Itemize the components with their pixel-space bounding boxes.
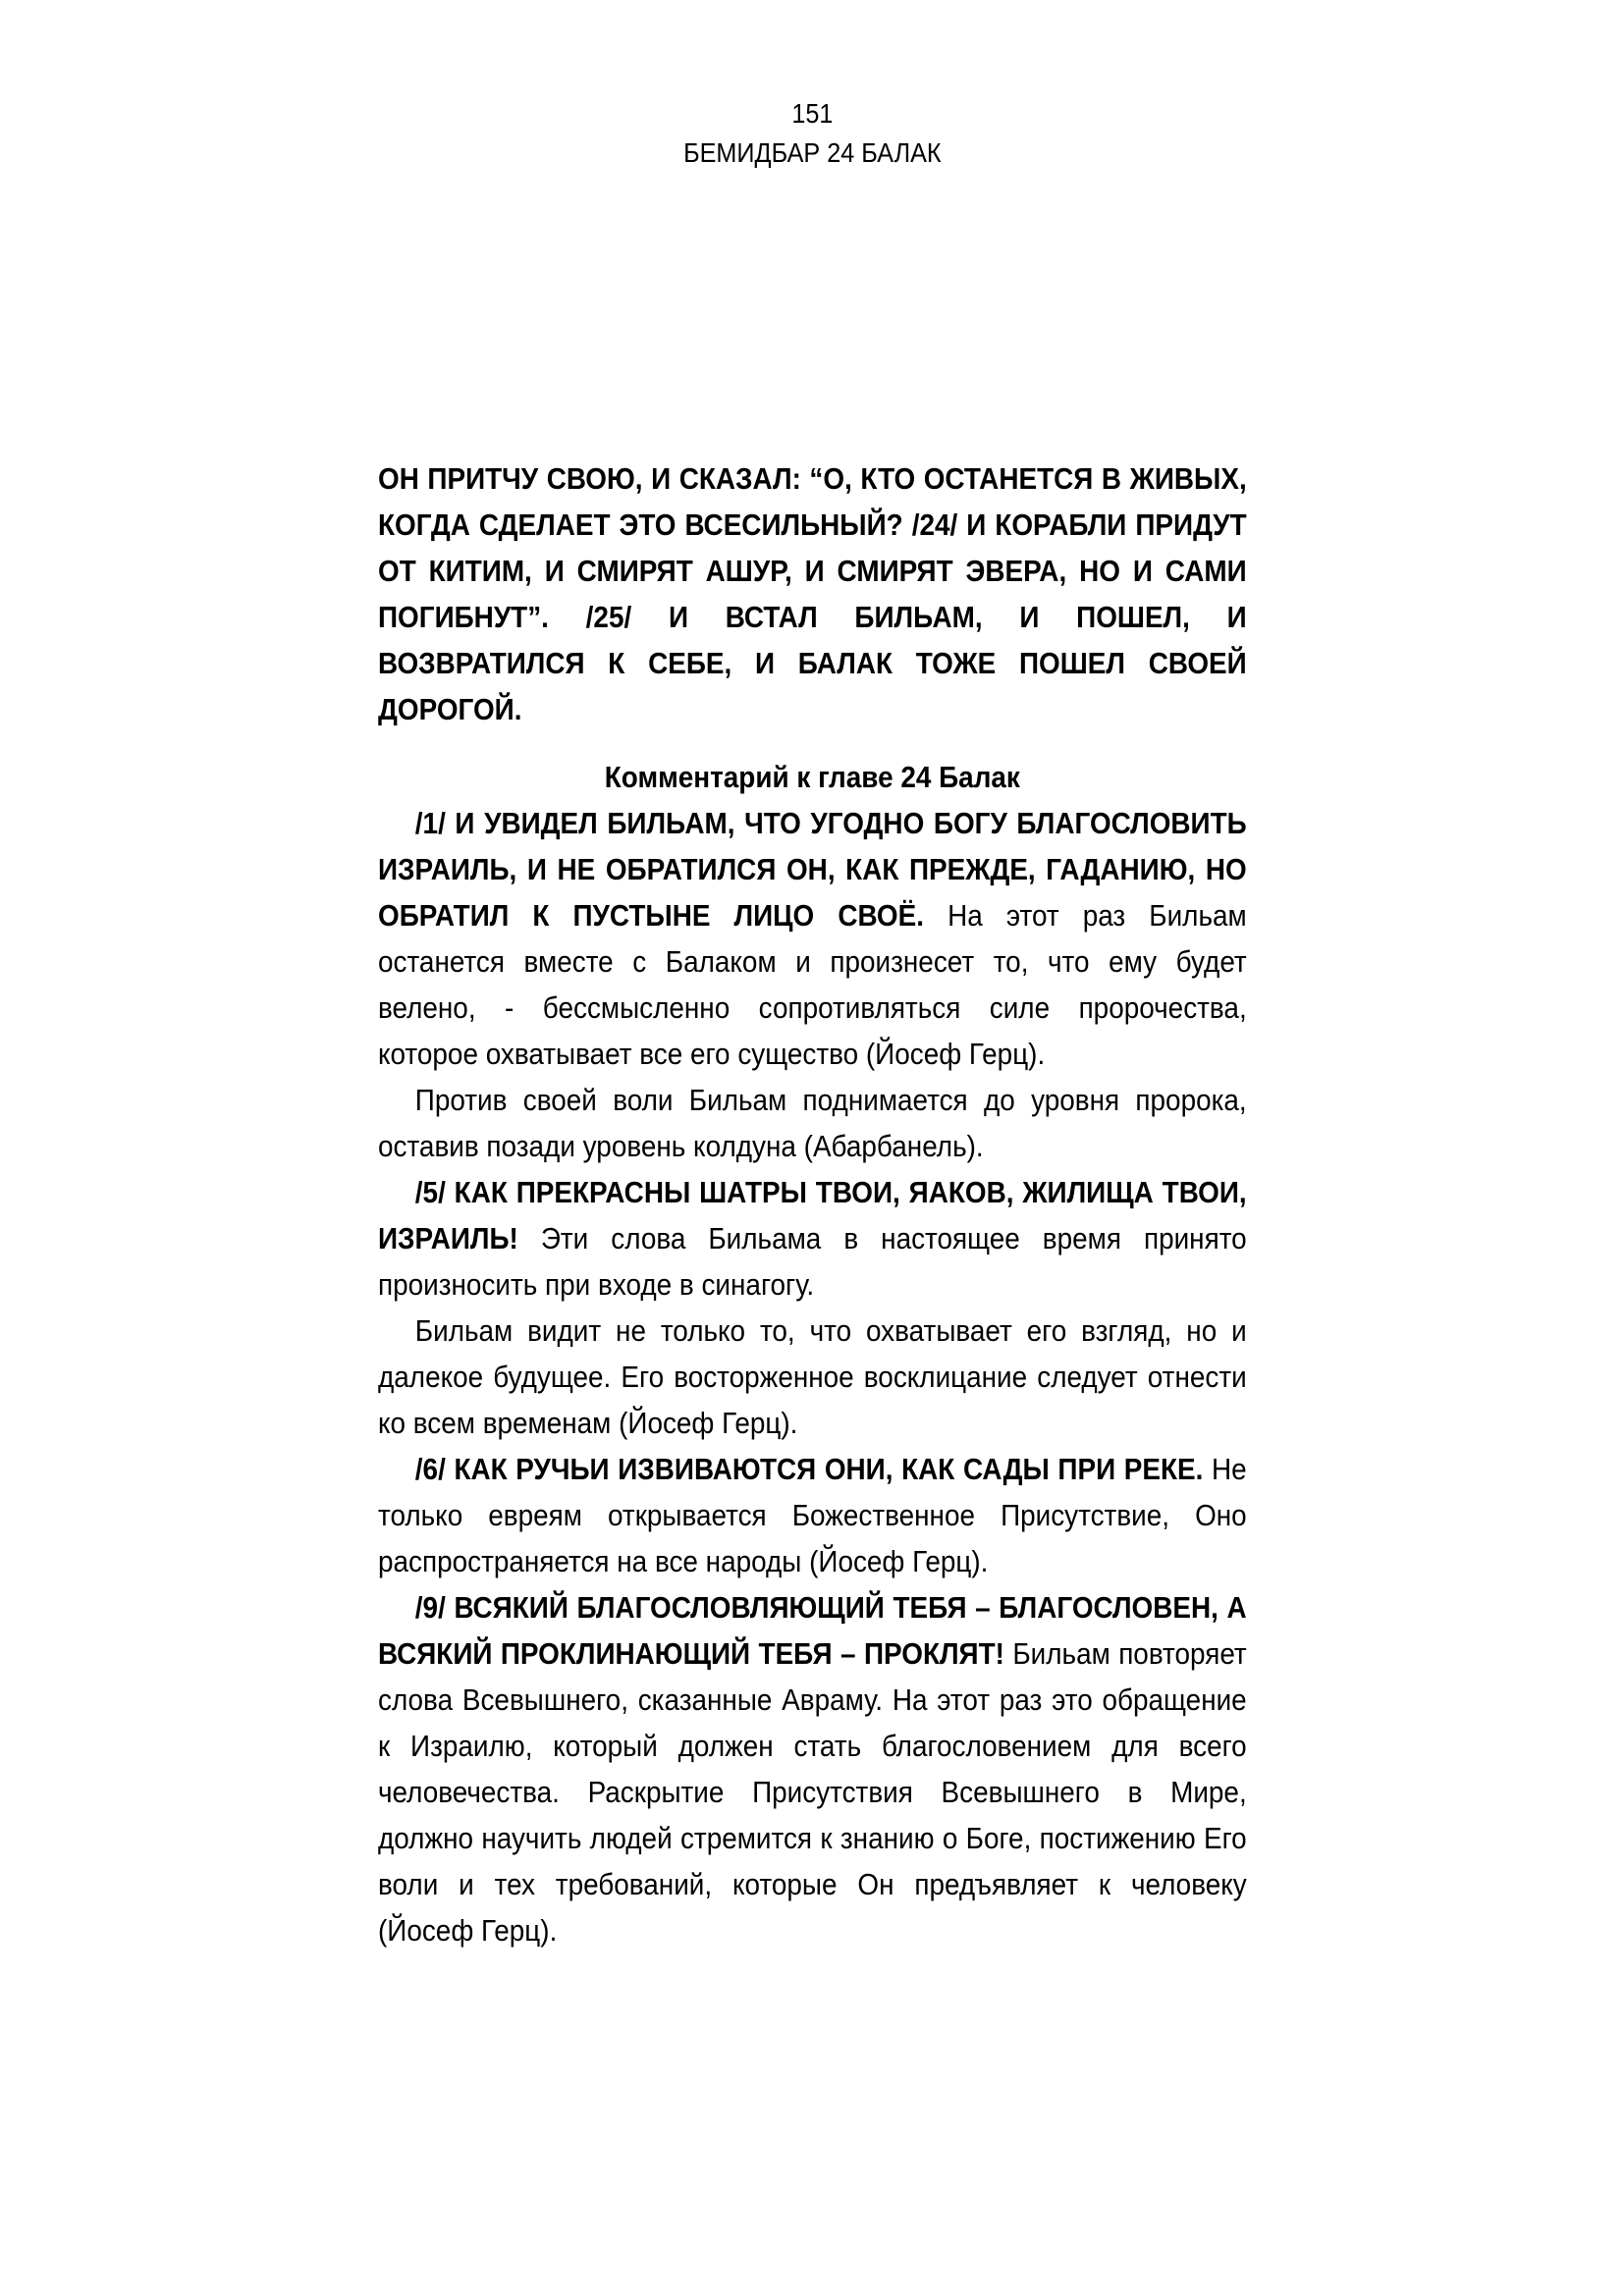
commentary-text: Бильам повторяет слова Всевышнего, сказанные Авраму. На этот раз это обращение к Израилю, который должен стать благословением для всего человечества. Раскрытие Присутствия Всевышнего в Мире, должно научить людей стремится к знанию о Боге, постижению Его воли и тех требований, которые Он предъявляет к человеку (Йосеф Герц). — [378, 1636, 1247, 1948]
commentary-paragraph-6 — [378, 1584, 1247, 1953]
verse-lead-bold: /1/ И УВИДЕЛ БИЛЬАМ, ЧТО УГОДНО БОГУ БЛАГОСЛОВИТЬ ИЗРАИЛЬ, И НЕ ОБРАТИЛСЯ ОН, КАК ПРЕЖДЕ, ГАДАНИЮ, НО ОБРАТИЛ К ПУСТЫНЕ ЛИЦО СВОЁ. — [378, 806, 1247, 933]
commentary-text: Бильам видит не только то, что охватывает его взгляд, но и далекое будущее. Его восторженное восклицание следует отнести ко всем временам (Йосеф Герц). — [378, 1313, 1247, 1440]
page-number: 151 — [791, 98, 834, 129]
verse-lead-bold: /5/ КАК ПРЕКРАСНЫ ШАТРЫ ТВОИ, ЯАКОВ, ЖИЛИЩА ТВОИ, ИЗРАИЛЬ! — [378, 1175, 1247, 1255]
commentary-paragraph-1 — [378, 800, 1247, 1077]
commentary-text: Не только евреям открывается Божественное Присутствие, Оно распространяется на все народы (Йосеф Герц). — [378, 1452, 1247, 1578]
commentary-paragraph-5 — [378, 1446, 1247, 1584]
commentary-paragraph-2 — [378, 1077, 1247, 1169]
commentary-text: Против своей воли Бильам поднимается до уровня пророка, оставив позади уровень колдуна (Абарбанель). — [378, 1083, 1247, 1163]
commentary-heading: Комментарий к главе 24 Балак — [604, 760, 1020, 794]
commentary-paragraph-4 — [378, 1308, 1247, 1446]
commentary-paragraph-3 — [378, 1169, 1247, 1308]
torah-verse-continuation-paragraph: ОН ПРИТЧУ СВОЮ, И СКАЗАЛ: “О, КТО ОСТАНЕТСЯ В ЖИВЫХ, КОГДА СДЕЛАЕТ ЭТО ВСЕСИЛЬНЫЙ? /24/ И КОРАБЛИ ПРИДУТ ОТ КИТИМ, И СМИРЯТ АШУР, И СМИРЯТ ЭВЕРА, НО И САМИ ПОГИБНУТ”. /25/ И ВСТАЛ БИЛЬАМ, И ПОШЕЛ, И ВОЗВРАТИЛСЯ К СЕБЕ, И БАЛАК ТОЖЕ ПОШЕЛ СВОЕЙ ДОРОГОЙ. — [378, 461, 1247, 726]
verse-lead-bold: /6/ КАК РУЧЬИ ИЗВИВАЮТСЯ ОНИ, КАК САДЫ ПРИ РЕКЕ. — [414, 1452, 1204, 1486]
running-title: БЕМИДБАР 24 БАЛАК — [683, 137, 942, 168]
commentary-text: На этот раз Бильам останется вместе с Балаком и произнесет то, что ему будет велено, - бессмысленно сопротивляться силе пророчества, которое охватывает все его существо (Йосеф Герц). — [378, 898, 1247, 1071]
verse-lead-bold: /9/ ВСЯКИЙ БЛАГОСЛОВЛЯЮЩИЙ ТЕБЯ – БЛАГОСЛОВЕН, А ВСЯКИЙ ПРОКЛИНАЮЩИЙ ТЕБЯ – ПРОКЛЯТ! — [378, 1590, 1247, 1671]
document-page — [378, 0, 1247, 1953]
commentary-text: Эти слова Бильама в настоящее время принято произносить при входе в синагогу. — [378, 1221, 1247, 1302]
